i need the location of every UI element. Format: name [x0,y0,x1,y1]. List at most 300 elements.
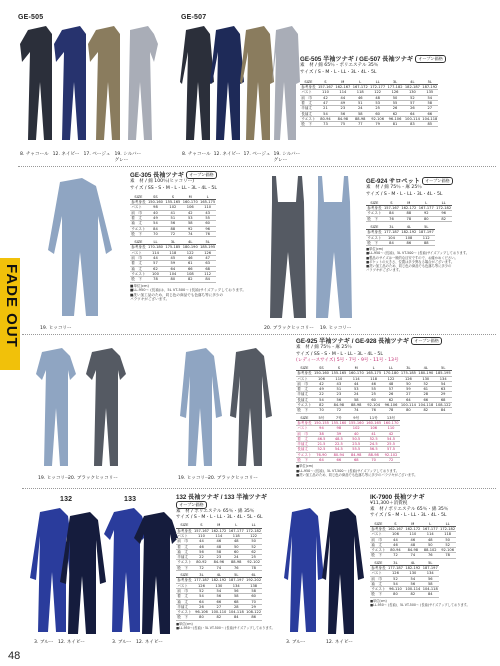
table-header-cell: S [317,80,334,85]
table-cell: 55 [365,387,382,392]
132-133-garment-photo [30,506,178,638]
132-spec-block [176,492,284,631]
table-cell: 着 丈 [296,436,313,441]
table-cell: 72 [164,231,181,236]
table-cell: 96 [199,226,216,231]
table-cell: 56 [422,576,439,581]
table-cell: 56.5 [365,447,382,452]
size-range-text: サイズ / S・M・L・LL・3L・4L・5L [366,191,443,197]
table-cell: 86 [400,240,417,245]
table-cell: 44 [334,95,351,100]
ge925-garment-photo [36,346,290,472]
table-cell: 29 [434,392,451,397]
table-row [176,565,262,570]
table-header-cell: 5L [422,561,439,566]
table-cell: 82 [313,403,330,408]
ge505-spec-block [300,54,496,128]
table-cell: バスト [296,376,313,381]
table-header-cell: M [400,201,417,206]
table-cell: バスト [296,426,313,431]
table-cell: 162-172 [211,528,227,533]
133-navy-figure [134,512,178,634]
table-cell: 参考身長 [297,420,312,425]
table-header-cell: SIZE [296,416,313,421]
table-row [296,371,452,376]
product-title: GE-505 半袖ツナギ / GE-507 長袖ツナギ オープン価格 [300,54,496,63]
table-cell: 98 [330,426,347,431]
table-header-cell: SIZE [370,561,387,566]
table-cell: ウエスト [297,403,312,408]
table-cell: 155-160 [348,420,364,425]
table-cell: 110 [382,426,399,431]
table-cell: 46 [193,544,210,549]
table-row [296,376,452,381]
table-note: ■単位(cm) ■LL-950〜 (長袖)、5L VT-500〜 (長袖)サイズアップしております。 ■製品のサイズは一般的な目安ですので、お確かめください。 ■ポケットの大きさ、位置は多少異なる場合がございます。 ■洗い加工品のため、同じ色の商品でも色落ち等に多少の バラツキがございます。 [366,247,470,273]
table-cell: 84 [228,615,245,620]
table-cell: 26 [386,106,403,111]
table-cell: 85 [421,122,438,127]
table-cell: 60 [199,221,216,226]
table-header-cell: 3L [386,80,403,85]
table-cell: 82 [417,408,434,413]
table-cell: 61 [417,387,434,392]
table-cell: 63 [199,261,216,266]
table-row [366,230,435,235]
table-cell: 41 [365,431,382,436]
table-cell: 26 [404,106,421,111]
table-cell: 着 丈 [176,544,193,549]
table-cell: 182-187 [404,85,420,90]
table-cell: 108-122 [435,403,451,408]
table-cell: 23 [334,106,351,111]
table-row [366,216,452,221]
table-cell: 92 [182,226,199,231]
ge505-navy-figure [54,26,86,140]
table-header-cell: 3L [193,573,210,578]
table-row [176,615,262,620]
ge505-silver-figure [128,26,158,140]
table-header-cell: SIZE [300,80,317,85]
table-cell: 56 [330,397,347,402]
table-cell: 46 [182,256,199,261]
table-note: ■単位(cm) ■LL-950〜(長袖)・5L VT-500〜 (長袖)サイズアップしております。 [176,621,275,631]
table-cell: 64 [313,458,330,463]
price-badge: オープン価格 [176,501,207,509]
table-cell: 25 [365,392,382,397]
table-cell: 52 [417,381,434,386]
table-cell: 64 [404,111,421,116]
table-cell: 48 [369,95,386,100]
swatch-label: 3. ブルー [112,640,132,645]
table-cell: 108-122 [246,610,262,615]
table-cell: 62 [382,397,399,402]
table-cell: ウエスト [297,452,312,457]
table-cell: 21 [317,106,334,111]
table-cell: 68 [199,266,216,271]
table-cell: 92-104 [365,403,382,408]
table-cell: 72 [330,408,347,413]
table-cell: 43 [330,381,347,386]
swatch-label: 12. ネイビー [326,640,353,645]
table-cell: 58 [352,111,369,116]
table-cell: 76-90 [313,452,330,457]
table-cell: 118 [439,532,456,537]
table-header-cell: 5L [199,240,216,245]
table-cell: 130 [417,376,434,381]
table-cell: ウエスト [371,587,386,592]
table-cell: 88-98 [352,116,369,121]
table-cell: 肩 巾 [176,539,193,544]
table-cell: 134 [434,376,451,381]
table-row [130,271,216,276]
table-cell: 92-102 [382,452,399,457]
table-cell: 57 [382,387,399,392]
table-cell: 106 [182,205,199,210]
table-cell: 袖 丈 [176,599,193,604]
section-divider [22,334,496,335]
table-header-cell: LL [435,201,452,206]
swatch-label: 3. ブルー [286,640,306,645]
table-cell: 49 [313,387,330,392]
price-text: ¥11,300＋消費税 [370,501,408,506]
table-cell: 49 [147,215,164,220]
table-cell: 88 [164,226,181,231]
table-row [300,122,438,127]
table-cell: 98 [147,205,164,210]
table-cell: 150-160 [313,371,329,376]
table-cell: 86 [245,615,262,620]
size-table [366,225,435,246]
table-cell: 80-94 [387,548,404,553]
table-header-cell: 3L [164,240,181,245]
table-cell: 114 [348,376,365,381]
table-header-cell: M [348,366,365,371]
table-cell: 126 [400,376,417,381]
table-cell: 84-98 [404,548,421,553]
ge925-spec-block [296,336,498,477]
table-cell: 44 [387,537,404,542]
size-table [130,195,216,237]
table-cell: 84-98 [334,116,351,121]
table-cell: 56 [193,549,210,554]
table-cell: 48 [422,537,439,542]
size-range-text: サイズ / SS・S・M・L・LL・3L・4L・5L [296,351,383,357]
table-cell: ウエスト [177,560,192,565]
table-cell: 38 [313,431,330,436]
table-cell: 参考身長 [177,528,192,533]
table-cell: 180-190 [418,371,434,376]
table-cell: 182-192 [405,565,421,570]
table-cell: バスト [130,250,147,255]
table-cell: 半袖丈 [176,604,193,609]
table-cell: 126 [193,583,210,588]
table-cell: 104-118 [418,403,434,408]
table-cell: 57 [404,100,421,105]
table-cell: 122 [369,90,386,95]
table-cell: 118 [365,376,382,381]
swatch-label: 12. ネイビー [58,640,85,645]
table-note: ■単位(cm) ■LL-950〜 (長袖)、5L VT-500〜 (長袖)サイズアップしております。 [370,598,470,608]
table-cell: 68 [434,397,451,402]
ge507-navy-figure [210,26,244,140]
table-cell: 肩 巾 [176,588,193,593]
table-cell: 股 下 [176,615,193,620]
table-header-cell: L [422,522,439,527]
table-cell: 112 [418,235,435,240]
table-cell: 64 [193,599,210,604]
table-cell: 80 [193,615,210,620]
size-table [176,573,262,621]
table-cell: 44 [348,381,365,386]
table-cell: 参考身長 [297,371,312,376]
table-row [300,85,438,90]
table-cell: 54 [421,95,438,100]
table-cell: 75 [334,122,351,127]
table-cell: 29 [245,604,262,609]
table-cell: 54 [147,221,164,226]
table-cell: 187-197 [418,230,434,235]
table-header-cell: LL [147,240,164,245]
ik7900-navy-figure [322,508,364,634]
table-cell: 72 [387,553,404,558]
table-cell: 92 [418,211,435,216]
product-title: GE-925 半袖ツナギ / GE-928 長袖ツナギ オープン価格 [296,336,498,345]
table-header-cell: M [334,80,351,85]
table-cell: 51 [164,215,181,220]
table-cell: 42 [313,381,330,386]
side-tab [0,258,20,370]
price-badge: オープン価格 [415,55,446,63]
table-cell: 72 [193,565,210,570]
table-cell: 170-180 [383,371,399,376]
table-cell: 182-192 [401,230,417,235]
table-cell: 88-98 [228,560,245,565]
table-cell: 84 [434,408,451,413]
table-header-cell: S [387,522,404,527]
table-row [366,206,452,211]
table-cell: 27 [400,392,417,397]
table-cell: 24.5 [365,442,382,447]
table-cell: 96 [435,211,452,216]
table-cell: 股 下 [130,231,147,236]
table-cell: 56 [404,581,421,586]
table-cell: 袖 丈 [130,221,147,226]
table-cell: 82 [404,592,421,597]
table-cell: 172-177 [370,85,386,90]
section-divider [18,166,496,167]
table-cell: 23 [210,555,227,560]
table-cell: 52 [245,544,262,549]
table-cell: 23 [330,392,347,397]
table-cell: 74 [182,231,199,236]
table-header-cell: 4L [182,240,199,245]
table-header-cell: 5L [228,573,245,578]
table-cell: 52 [193,588,210,593]
code-ge507: GE-507 [181,14,207,21]
table-header-cell: 9号 [348,416,365,421]
table-header-cell: LL [245,523,262,528]
ladies-size-table [296,416,400,464]
table-header-cell: M [182,195,199,200]
table-cell: 57.5 [382,447,399,452]
table-cell: 46.5 [313,436,330,441]
table-cell: 肩 巾 [300,95,317,100]
table-cell: 股 下 [300,122,317,127]
table-header-cell: SIZE [366,201,383,206]
table-cell: 84-98 [330,403,347,408]
table-cell: 袖 丈 [130,266,147,271]
table-row [296,408,452,413]
swatch-label: 17. ベージュ [243,152,271,157]
table-cell: 40 [348,431,365,436]
table-cell: 130 [210,583,227,588]
table-cell: 110 [193,534,210,539]
table-cell: 股 下 [176,565,193,570]
table-header-cell: 5L [421,80,438,85]
table-cell: 88 [400,211,417,216]
table-cell: 58 [421,100,438,105]
table-cell: 25 [369,106,386,111]
table-row [130,245,216,250]
table-cell: 44 [147,256,164,261]
table-cell: 60 [369,111,386,116]
table-cell: バスト [300,90,317,95]
table-header-cell: S [330,366,347,371]
table-cell: 74 [404,553,421,558]
table-cell: 114 [422,532,439,537]
table-header-cell: S [164,195,181,200]
table-cell: 60 [245,594,262,599]
table-row [130,277,216,282]
table-cell: 56 [334,111,351,116]
table-cell: 股 下 [370,592,387,597]
table-cell: 150-155 [313,420,329,425]
table-cell: 39 [330,431,347,436]
table-cell: 84 [422,592,439,597]
table-row [176,560,262,565]
table-cell: 46 [352,95,369,100]
ge305-spec-block [130,170,250,302]
table-row [176,610,262,615]
table-cell: 84-96 [210,560,227,565]
table-cell: 45 [164,256,181,261]
table-cell: 46 [210,539,227,544]
table-cell: 185-195 [435,371,451,376]
table-header-cell: LL [439,522,456,527]
ge507-charcoal-figure [180,26,214,140]
table-cell: 112 [199,271,216,276]
table-cell: 袖 丈 [370,581,387,586]
table-cell: バスト [176,534,193,539]
table-header-cell: 3L [400,366,417,371]
table-cell: 48.5 [330,436,347,441]
table-cell: 27 [421,106,438,111]
table-cell: 58 [348,397,365,402]
table-header-cell: 5L [418,225,435,230]
table-row [296,403,452,408]
table-cell: 157-167 [317,85,333,90]
table-cell: 47 [199,256,216,261]
table-cell: 参考身長 [367,230,382,235]
table-row [176,578,262,583]
table-cell: 50 [422,542,439,547]
table-cell: 100-114 [400,403,416,408]
table-cell: 66 [210,599,227,604]
price-badge: オープン価格 [186,171,217,179]
table-cell: 84 [199,277,216,282]
table-header-cell: 4L [400,225,417,230]
table-cell: 着 丈 [296,387,313,392]
ge925-hickory-short-figure [36,348,76,466]
table-cell: 192-202 [246,578,262,583]
table-cell: 100-110 [211,610,227,615]
table-cell: 半袖丈 [300,106,317,111]
table-cell: 59 [164,261,181,266]
table-cell: 96-110 [387,587,404,592]
ge507-garment-photo [180,22,300,152]
size-table [300,80,438,128]
table-cell: 57 [147,261,164,266]
table-cell: 52.5 [365,436,382,441]
table-cell: 59 [400,387,417,392]
table-cell: 77 [352,122,369,127]
table-cell: 162-172 [405,526,421,531]
code-133: 133 [124,496,137,503]
table-cell: 肩 巾 [296,381,313,386]
table-cell: 110 [330,376,347,381]
table-cell: 42 [182,210,199,215]
table-cell: ウエスト [367,211,382,216]
table-cell: 48 [382,381,399,386]
table-cell: 54 [317,111,334,116]
table-cell: 182-192 [211,578,227,583]
table-cell: 53 [182,215,199,220]
table-cell: 167-177 [418,206,434,211]
size-range-text: サイズ / SS・S・M・L・LL・3L・4L・5L [130,185,217,191]
table-header-cell: 4L [404,561,421,566]
product-title: GE-305 長袖ツナギ オープン価格 [130,170,250,179]
table-cell: 56 [164,221,181,226]
table-cell: 55 [386,100,403,105]
table-cell: 106 [387,532,404,537]
swatch-label: 20. ブラックヒッコリー [264,326,314,331]
table-header-cell: 3L [387,561,404,566]
table-cell: 80 [400,408,417,413]
ge507-swatch-row [182,152,302,163]
table-cell: 66 [182,266,199,271]
table-header-cell: SIZE [176,573,193,578]
table-header-cell: 13号 [382,416,399,421]
table-header-cell: LL [382,366,399,371]
table-row [130,231,216,236]
table-row [366,240,435,245]
table-cell: 76 [422,553,439,558]
table-cell: 78 [400,216,417,221]
ge924-hickory-figure [316,176,352,318]
table-cell: 54.5 [330,447,347,452]
table-cell: 180-190 [182,245,198,250]
table-cell: 肩 巾 [370,537,387,542]
code-132: 132 [60,496,73,503]
table-header-cell: M [404,522,421,527]
table-cell: 参考身長 [177,578,192,583]
table-cell: 52 [404,95,421,100]
table-cell: 167-177 [228,528,244,533]
material-text: 素 材 / 綿 100％(ヒッコリー) [130,179,195,185]
table-row [370,553,456,558]
ik7900-garment-photo [284,506,366,638]
table-cell: 58 [228,594,245,599]
